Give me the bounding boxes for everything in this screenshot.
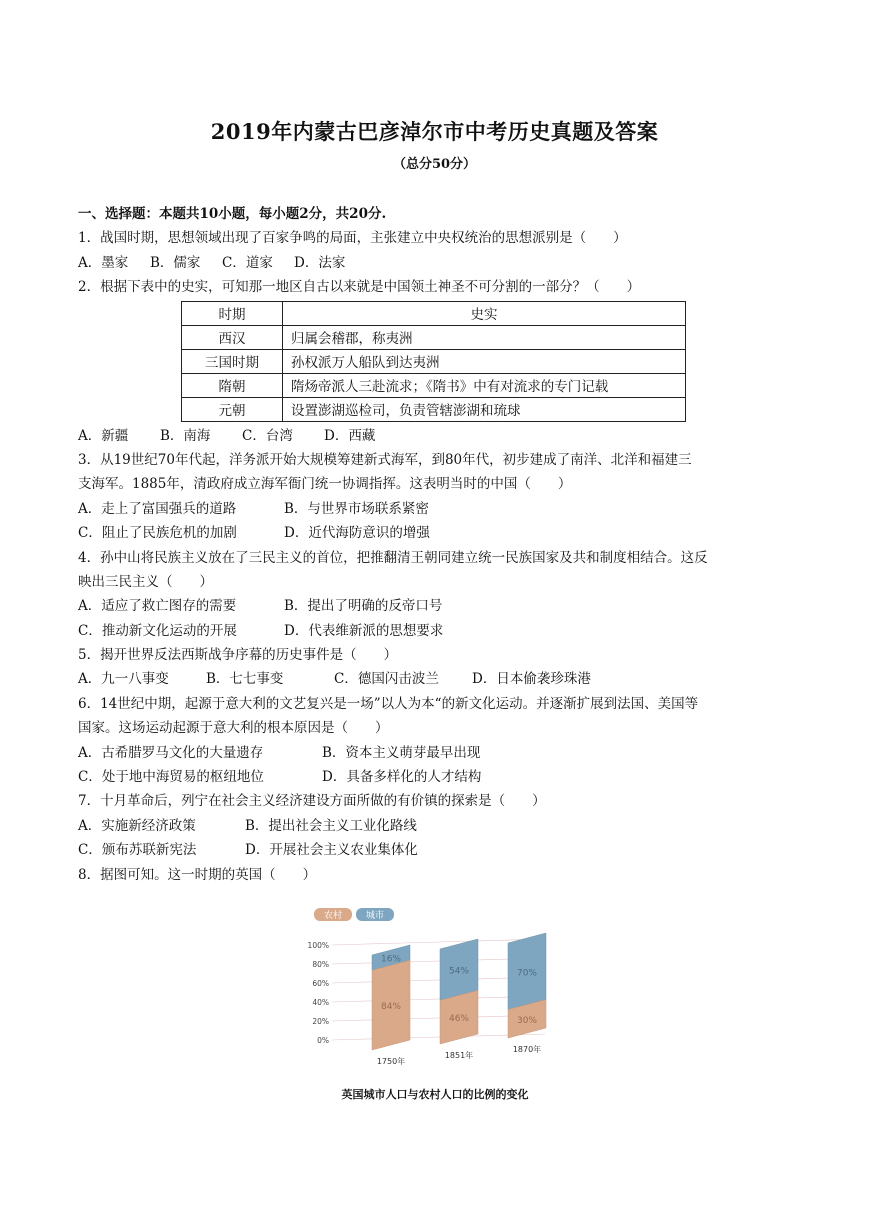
q2-option-b: B．南海 bbox=[160, 427, 211, 444]
question-3-stem-line2: 支海军。1885年，清政府成立海军衙门统一协调指挥。这表明当时的中国（ ） bbox=[78, 476, 572, 493]
question-7-stem: 7．十月革命后，列宁在社会主义经济建设方面所做的有价镇的探索是（ ） bbox=[78, 793, 546, 810]
y-tick-label: 60% bbox=[312, 979, 329, 988]
q1-option-d: D．法家 bbox=[294, 254, 346, 271]
population-chart bbox=[300, 898, 570, 1083]
table-cell-period: 西汉 bbox=[182, 325, 283, 349]
table-cell-fact: 孙权派万人船队到达夷洲 bbox=[283, 349, 686, 373]
y-tick-label: 20% bbox=[312, 1017, 329, 1026]
question-list bbox=[78, 202, 794, 887]
q1-option-c: C．道家 bbox=[222, 254, 273, 271]
q6-option-b: B．资本主义萌芽最早出现 bbox=[322, 744, 481, 761]
q2-option-a: A．新疆 bbox=[78, 427, 129, 444]
question-4-options-row1 bbox=[78, 594, 794, 618]
question-4-stem-line1: 4．孙中山将民族主义放在了三民主义的首位，把推翻清王朝同建立统一民族国家及共和制度相结合。这反 bbox=[78, 549, 708, 566]
table-cell-fact: 归属会稽郡，称夷洲 bbox=[283, 325, 686, 349]
legend-rural-label: 农村 bbox=[323, 911, 343, 921]
table-header-period: 时期 bbox=[182, 301, 283, 325]
history-facts-table bbox=[181, 301, 686, 422]
data-label-rural: 30% bbox=[516, 1015, 538, 1026]
x-category-label: 1750年 bbox=[376, 1057, 406, 1066]
table-cell-fact: 设置澎湖巡检司，负责管辖澎湖和琉球 bbox=[283, 397, 686, 421]
question-1-stem: 1．战国时期，思想领域出现了百家争鸣的局面，主张建立中央权统治的思想派别是（ ） bbox=[78, 230, 627, 247]
table-row bbox=[182, 325, 686, 349]
q6-option-d: D．具备多样化的人才结构 bbox=[322, 769, 482, 786]
data-label-urban: 16% bbox=[380, 954, 402, 965]
question-3-options-row1 bbox=[78, 497, 794, 521]
question-3-stem-line1: 3．从19世纪70年代起，洋务派开始大规模筹建新式海军，到80年代，初步建成了南洋、北洋和福建三 bbox=[78, 451, 692, 468]
question-6-options-row2 bbox=[78, 765, 794, 789]
q3-option-b: B．与世界市场联系紧密 bbox=[284, 500, 429, 517]
q7-option-c: C．颁布苏联新宪法 bbox=[78, 842, 197, 859]
y-tick-label: 80% bbox=[312, 960, 329, 969]
chart-caption: 英国城市人口与农村人口的比例的变化 bbox=[341, 1088, 529, 1101]
q4-option-b: B．提出了明确的反帝口号 bbox=[284, 598, 443, 615]
table-row bbox=[182, 349, 686, 373]
x-category-label: 1851年 bbox=[444, 1051, 474, 1060]
q4-option-a: A．适应了救亡图存的需要 bbox=[78, 598, 237, 615]
question-2-options bbox=[78, 424, 794, 448]
y-tick-label: 0% bbox=[317, 1036, 329, 1045]
q2-option-d: D．西藏 bbox=[324, 427, 376, 444]
table-header-facts: 史实 bbox=[283, 301, 686, 325]
table-row bbox=[182, 397, 686, 421]
q5-option-a: A．九一八事变 bbox=[78, 671, 169, 688]
q1-option-b: B．儒家 bbox=[150, 254, 201, 271]
question-4-options-row2 bbox=[78, 619, 794, 643]
q4-option-d: D．代表维新派的思想要求 bbox=[284, 622, 444, 639]
y-tick-label: 40% bbox=[312, 998, 329, 1007]
question-4-stem-line2: 映出三民主义（ ） bbox=[78, 573, 213, 590]
question-6-options-row1 bbox=[78, 741, 794, 765]
q1-option-a: A．墨家 bbox=[78, 254, 129, 271]
population-chart-figure bbox=[300, 898, 570, 1108]
question-2-stem: 2．根据下表中的史实，可知那一地区自古以来就是中国领土神圣不可分割的一部分？（ ） bbox=[78, 279, 641, 296]
table-cell-period: 元朝 bbox=[182, 397, 283, 421]
question-6-stem-line2: 国家。这场运动起源于意大利的根本原因是（ ） bbox=[78, 720, 389, 737]
q3-option-d: D．近代海防意识的增强 bbox=[284, 525, 430, 542]
q6-option-a: A．古希腊罗马文化的大量遗存 bbox=[78, 744, 264, 761]
q7-option-b: B．提出社会主义工业化路线 bbox=[245, 817, 417, 834]
q5-option-c: C．德国闪击波兰 bbox=[334, 671, 439, 688]
q6-option-c: C．处于地中海贸易的枢纽地位 bbox=[78, 769, 264, 786]
legend-urban-label: 城市 bbox=[365, 911, 385, 921]
section-heading: 一、选择题：本题共10小题，每小题2分，共20分. bbox=[78, 206, 387, 222]
table-cell-period: 隋朝 bbox=[182, 373, 283, 397]
q5-option-b: B．七七事变 bbox=[206, 671, 284, 688]
question-8-stem: 8．据图可知。这一时期的英国（ ） bbox=[78, 866, 317, 883]
x-category-label: 1870年 bbox=[512, 1045, 542, 1054]
table-row bbox=[182, 373, 686, 397]
data-label-urban: 54% bbox=[448, 966, 470, 977]
question-6-stem-line1: 6．14世纪中期，起源于意大利的文艺复兴是一场”以人为本“的新文化运动。并逐渐扩展到法国、美国等 bbox=[78, 695, 699, 712]
question-1-options bbox=[78, 251, 794, 275]
data-label-urban: 70% bbox=[516, 968, 538, 979]
question-5-options bbox=[78, 667, 794, 691]
q2-option-c: C．台湾 bbox=[242, 427, 293, 444]
data-label-rural: 84% bbox=[380, 1002, 402, 1013]
q3-option-c: C．阻止了民族危机的加剧 bbox=[78, 525, 237, 542]
q7-option-a: A．实施新经济政策 bbox=[78, 817, 196, 834]
page-title: 2019年内蒙古巴彦淖尔市中考历史真题及答案 bbox=[210, 119, 659, 144]
page-subtitle: （总分50分） bbox=[392, 157, 477, 172]
question-3-options-row2 bbox=[78, 521, 794, 545]
table-header-row bbox=[182, 301, 686, 325]
y-tick-label: 100% bbox=[307, 941, 329, 950]
q4-option-c: C．推动新文化运动的开展 bbox=[78, 622, 237, 639]
table-cell-fact: 隋炀帝派人三赴流求；《隋书》中有对流求的专门记载 bbox=[283, 373, 686, 397]
question-7-options-row1 bbox=[78, 814, 794, 838]
table-cell-period: 三国时期 bbox=[182, 349, 283, 373]
q7-option-d: D．开展社会主义农业集体化 bbox=[245, 842, 418, 859]
data-label-rural: 46% bbox=[448, 1014, 470, 1025]
question-5-stem: 5．揭开世界反法西斯战争序幕的历史事件是（ ） bbox=[78, 647, 398, 664]
question-7-options-row2 bbox=[78, 838, 794, 862]
q5-option-d: D．日本偷袭珍珠港 bbox=[472, 671, 591, 688]
q3-option-a: A．走上了富国强兵的道路 bbox=[78, 500, 237, 517]
